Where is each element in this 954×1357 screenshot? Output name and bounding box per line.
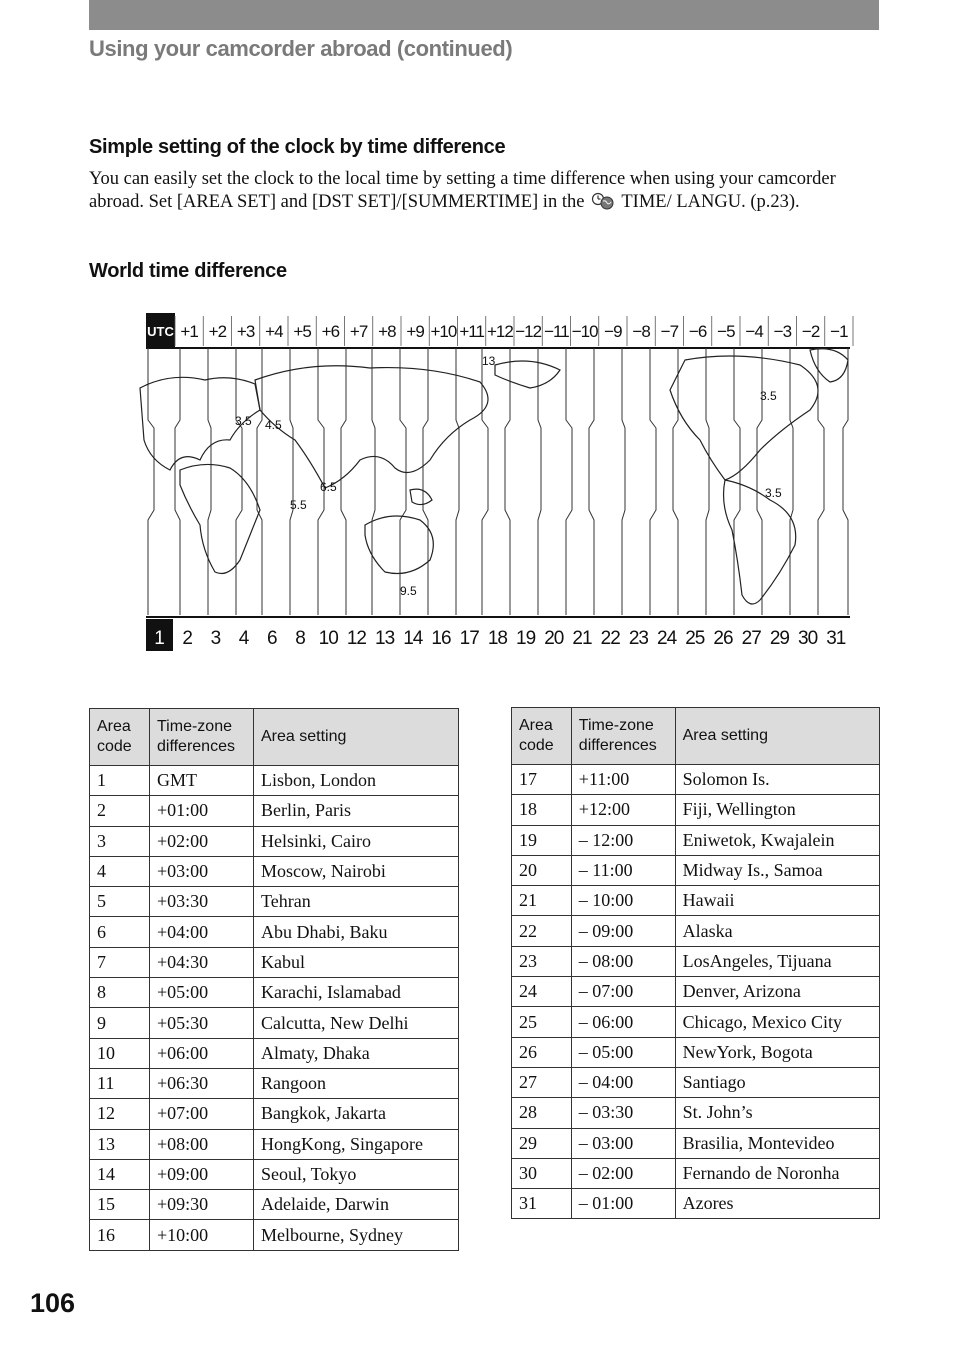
area-code-label: 23 (628, 628, 648, 649)
zone-boundary (566, 348, 572, 615)
zone-annotation: 9.5 (400, 584, 417, 598)
area-code-label: 29 (769, 628, 789, 649)
table-row (90, 766, 459, 796)
area-code-cell: 24 (512, 977, 572, 1007)
continent-outline (180, 464, 260, 573)
offset-label: −6 (688, 322, 707, 341)
world-time-map (110, 310, 855, 655)
area-code-label: 27 (741, 628, 761, 649)
difference-cell: – 06:00 (571, 1007, 675, 1037)
area-setting-cell: Santiago (675, 1067, 879, 1097)
utc-label: UTC (147, 324, 174, 339)
area-code-label: 1 (154, 628, 164, 649)
area-code-cell: 22 (512, 916, 572, 946)
area-setting-cell: Eniwetok, Kwajalein (675, 825, 879, 855)
area-setting-cell: Karachi, Islamabad (254, 978, 459, 1008)
zone-boundary (372, 348, 375, 615)
continent-outline (495, 361, 560, 388)
table-row (512, 1098, 880, 1128)
area-code-label: 31 (826, 628, 846, 649)
area-code-cell: 9 (90, 1008, 150, 1038)
zone-boundary (622, 348, 625, 615)
area-setting-cell: Rangoon (254, 1068, 459, 1098)
area-code-label: 3 (210, 628, 221, 649)
clock-paragraph (89, 168, 859, 216)
area-code-cell: 15 (90, 1190, 150, 1220)
difference-cell: – 09:00 (571, 916, 675, 946)
continent-outline (670, 356, 818, 480)
table-row (90, 1099, 459, 1129)
difference-cell: +03:30 (150, 887, 254, 917)
offset-label: −12 (515, 322, 542, 341)
area-setting-cell: Lisbon, London (254, 766, 459, 796)
area-setting-cell: St. John’s (675, 1098, 879, 1128)
area-setting-cell: Midway Is., Samoa (675, 855, 879, 885)
table-row (90, 1129, 459, 1159)
area-setting-cell: Chicago, Mexico City (675, 1007, 879, 1037)
table-row (90, 1038, 459, 1068)
area-code-label: 21 (572, 628, 592, 649)
difference-cell: +10:00 (150, 1220, 254, 1250)
area-code-cell: 27 (512, 1067, 572, 1097)
zone-boundary (423, 348, 428, 615)
table-row (90, 1220, 459, 1250)
difference-cell: – 03:00 (571, 1128, 675, 1158)
table-row (90, 978, 459, 1008)
table-row (512, 1007, 880, 1037)
area-code-cell: 2 (90, 796, 150, 826)
difference-cell: – 12:00 (571, 825, 675, 855)
area-setting-cell: Kabul (254, 947, 459, 977)
offset-label: +11 (459, 322, 484, 341)
area-setting-cell: Melbourne, Sydney (254, 1220, 459, 1250)
area-setting-cell: Moscow, Nairobi (254, 856, 459, 886)
offset-label: −3 (773, 322, 792, 341)
area-setting-cell: Fernando de Noronha (675, 1158, 879, 1188)
zone-annotation: 5.5 (290, 498, 307, 512)
table-row (512, 1037, 880, 1067)
area-code-cell: 7 (90, 947, 150, 977)
area-code-cell: 28 (512, 1098, 572, 1128)
section-title: Using your camcorder abroad (continued) (89, 36, 513, 61)
table-row (512, 916, 880, 946)
area-code-cell: 19 (512, 825, 572, 855)
area-setting-cell: HongKong, Singapore (254, 1129, 459, 1159)
area-code-cell: 31 (512, 1189, 572, 1219)
offset-label: +7 (349, 322, 368, 341)
table-row (90, 887, 459, 917)
table-row (512, 1067, 880, 1097)
area-code-cell: 23 (512, 946, 572, 976)
difference-cell: – 03:30 (571, 1098, 675, 1128)
zone-boundary (290, 348, 293, 615)
offset-label: −8 (632, 322, 650, 341)
zone-annotation: 4.5 (265, 418, 282, 432)
table-row (512, 946, 880, 976)
offset-label: +3 (236, 322, 255, 341)
zone-boundary (790, 348, 793, 615)
zone-boundary (538, 348, 541, 615)
difference-cell: – 01:00 (571, 1189, 675, 1219)
header-area-setting: Area setting (675, 708, 879, 765)
difference-cell: – 05:00 (571, 1037, 675, 1067)
offset-label: +8 (378, 322, 396, 341)
page-number: 106 (30, 1288, 76, 1318)
area-setting-cell: Adelaide, Darwin (254, 1190, 459, 1220)
difference-cell: +06:00 (150, 1038, 254, 1068)
area-setting-cell: Solomon Is. (675, 765, 879, 795)
area-code-cell: 20 (512, 855, 572, 885)
difference-cell: – 10:00 (571, 886, 675, 916)
table-row (512, 1189, 880, 1219)
offset-label: −9 (604, 322, 622, 341)
difference-cell: +12:00 (571, 795, 675, 825)
difference-cell: +05:30 (150, 1008, 254, 1038)
area-code-cell: 4 (90, 856, 150, 886)
area-code-label: 8 (295, 628, 305, 649)
clock-text-2: TIME/ LANGU. (p.23). (621, 191, 800, 212)
difference-cell: +04:30 (150, 947, 254, 977)
difference-cell: – 07:00 (571, 977, 675, 1007)
area-code-cell: 21 (512, 886, 572, 916)
table-row (90, 796, 459, 826)
area-code-cell: 29 (512, 1128, 572, 1158)
area-code-cell: 12 (90, 1099, 150, 1129)
difference-cell: – 02:00 (571, 1158, 675, 1188)
zone-boundary (843, 348, 848, 615)
header-bar (89, 0, 879, 30)
area-setting-cell: NewYork, Bogota (675, 1037, 879, 1067)
zone-boundary (148, 348, 154, 615)
zone-boundary (236, 348, 242, 615)
zone-boundary (818, 348, 824, 615)
area-setting-cell: Abu Dhabi, Baku (254, 917, 459, 947)
difference-cell: +09:30 (150, 1190, 254, 1220)
area-setting-cell: Berlin, Paris (254, 796, 459, 826)
zone-boundary (341, 348, 346, 615)
zone-boundary (706, 348, 709, 615)
area-code-cell: 8 (90, 978, 150, 1008)
table-row (90, 917, 459, 947)
area-code-cell: 16 (90, 1220, 150, 1250)
area-code-label: 30 (798, 628, 818, 649)
zone-boundary (505, 348, 510, 615)
area-code-cell: 10 (90, 1038, 150, 1068)
area-code-cell: 6 (90, 917, 150, 947)
area-code-label: 22 (600, 628, 620, 649)
offset-label: −1 (830, 322, 848, 341)
offset-label: −2 (801, 322, 820, 341)
area-code-label: 2 (182, 628, 192, 649)
area-code-cell: 30 (512, 1158, 572, 1188)
area-setting-cell: Tehran (254, 887, 459, 917)
area-setting-cell: Brasilia, Montevideo (675, 1128, 879, 1158)
area-setting-cell: Helsinki, Cairo (254, 826, 459, 856)
area-setting-cell: Azores (675, 1189, 879, 1219)
area-code-cell: 14 (90, 1159, 150, 1189)
offset-label: −4 (745, 322, 763, 341)
area-code-label: 10 (318, 628, 338, 649)
area-code-cell: 25 (512, 1007, 572, 1037)
area-code-label: 13 (375, 628, 395, 649)
area-setting-cell: Fiji, Wellington (675, 795, 879, 825)
area-code-label: 26 (713, 628, 733, 649)
table-row (512, 825, 880, 855)
header-area-setting: Area setting (254, 709, 459, 766)
offset-label: +4 (265, 322, 283, 341)
difference-cell: +08:00 (150, 1129, 254, 1159)
area-setting-cell: Calcutta, New Delhi (254, 1008, 459, 1038)
difference-cell: +04:00 (150, 917, 254, 947)
area-code-label: 12 (346, 628, 366, 649)
continent-outline (365, 516, 433, 574)
difference-cell: – 08:00 (571, 946, 675, 976)
area-code-cell: 11 (90, 1068, 150, 1098)
area-code-cell: 3 (90, 826, 150, 856)
area-code-label: 6 (267, 628, 277, 649)
zone-annotation: 3.5 (760, 389, 777, 403)
area-code-cell: 17 (512, 765, 572, 795)
offset-label: +5 (293, 322, 311, 341)
difference-cell: +09:00 (150, 1159, 254, 1189)
world-heading: World time difference (89, 260, 287, 282)
area-code-label: 16 (431, 628, 451, 649)
area-code-label: 17 (459, 628, 479, 649)
zone-boundary (589, 348, 594, 615)
area-setting-cell: LosAngeles, Tijuana (675, 946, 879, 976)
table-row (90, 1159, 459, 1189)
area-code-cell: 5 (90, 887, 150, 917)
zone-annotation: 13 (482, 354, 496, 368)
offset-label: +2 (208, 322, 227, 341)
area-code-label: 25 (685, 628, 705, 649)
difference-cell: – 11:00 (571, 855, 675, 885)
table-row (512, 1128, 880, 1158)
difference-cell: +02:00 (150, 826, 254, 856)
header-area-code: Area code (90, 709, 150, 766)
area-code-label: 4 (238, 628, 249, 649)
offset-label: +10 (430, 322, 457, 341)
header-area-code: Area code (512, 708, 572, 765)
zone-boundary (650, 348, 656, 615)
area-setting-cell: Denver, Arizona (675, 977, 879, 1007)
zone-annotation: 3.5 (765, 486, 782, 500)
table-row (90, 1008, 459, 1038)
area-setting-cell: Seoul, Tokyo (254, 1159, 459, 1189)
area-setting-cell: Hawaii (675, 886, 879, 916)
table-row (512, 1158, 880, 1188)
offset-label: +6 (321, 322, 340, 341)
offset-label: +9 (406, 322, 424, 341)
difference-cell: +06:30 (150, 1068, 254, 1098)
zone-annotation: 6.5 (320, 480, 337, 494)
table-row (512, 977, 880, 1007)
zone-boundary (400, 348, 406, 615)
difference-cell: +07:00 (150, 1099, 254, 1129)
zone-boundary (257, 348, 262, 615)
area-code-label: 19 (516, 628, 536, 649)
area-code-cell: 26 (512, 1037, 572, 1067)
area-code-label: 18 (487, 628, 507, 649)
area-setting-cell: Bangkok, Jakarta (254, 1099, 459, 1129)
clock-text-1: You can easily set the clock to the local time by setting a time difference when using your camcorder abroad. Set [AREA SET] and [DST SET]/[SUMMERTIME] in the (89, 169, 836, 212)
table-row (90, 1190, 459, 1220)
timezone-table-right (511, 707, 880, 1219)
continent-outline (810, 349, 848, 382)
area-code-cell: 13 (90, 1129, 150, 1159)
zone-boundary (673, 348, 678, 615)
table-row (90, 856, 459, 886)
difference-cell: +03:00 (150, 856, 254, 886)
difference-cell: – 04:00 (571, 1067, 675, 1097)
table-row (90, 1068, 459, 1098)
clock-globe-icon (591, 192, 615, 217)
header-difference: Time-zone differences (150, 709, 254, 766)
zone-boundary (175, 348, 180, 615)
table-row (512, 765, 880, 795)
continent-outline (410, 489, 432, 504)
zone-boundary (208, 348, 211, 615)
table-row (512, 886, 880, 916)
zone-annotation: 3.5 (235, 414, 252, 428)
difference-cell: GMT (150, 766, 254, 796)
area-code-label: 24 (657, 628, 677, 649)
zone-boundary (456, 348, 459, 615)
offset-label: −11 (544, 322, 569, 341)
offset-label: −5 (717, 322, 735, 341)
area-code-label: 20 (544, 628, 564, 649)
area-code-cell: 18 (512, 795, 572, 825)
timezone-table-left (89, 708, 459, 1251)
area-code-cell: 1 (90, 766, 150, 796)
difference-cell: +01:00 (150, 796, 254, 826)
offset-label: −10 (571, 322, 598, 341)
table-row (90, 826, 459, 856)
offset-label: −7 (660, 322, 679, 341)
difference-cell: +05:00 (150, 978, 254, 1008)
header-difference: Time-zone differences (571, 708, 675, 765)
area-setting-cell: Alaska (675, 916, 879, 946)
table-row (512, 795, 880, 825)
offset-label: +12 (486, 322, 513, 341)
difference-cell: +11:00 (571, 765, 675, 795)
table-row (512, 855, 880, 885)
table-row (90, 947, 459, 977)
clock-heading: Simple setting of the clock by time difference (89, 136, 506, 158)
offset-label: +1 (180, 322, 198, 341)
area-code-label: 14 (403, 628, 423, 649)
area-setting-cell: Almaty, Dhaka (254, 1038, 459, 1068)
